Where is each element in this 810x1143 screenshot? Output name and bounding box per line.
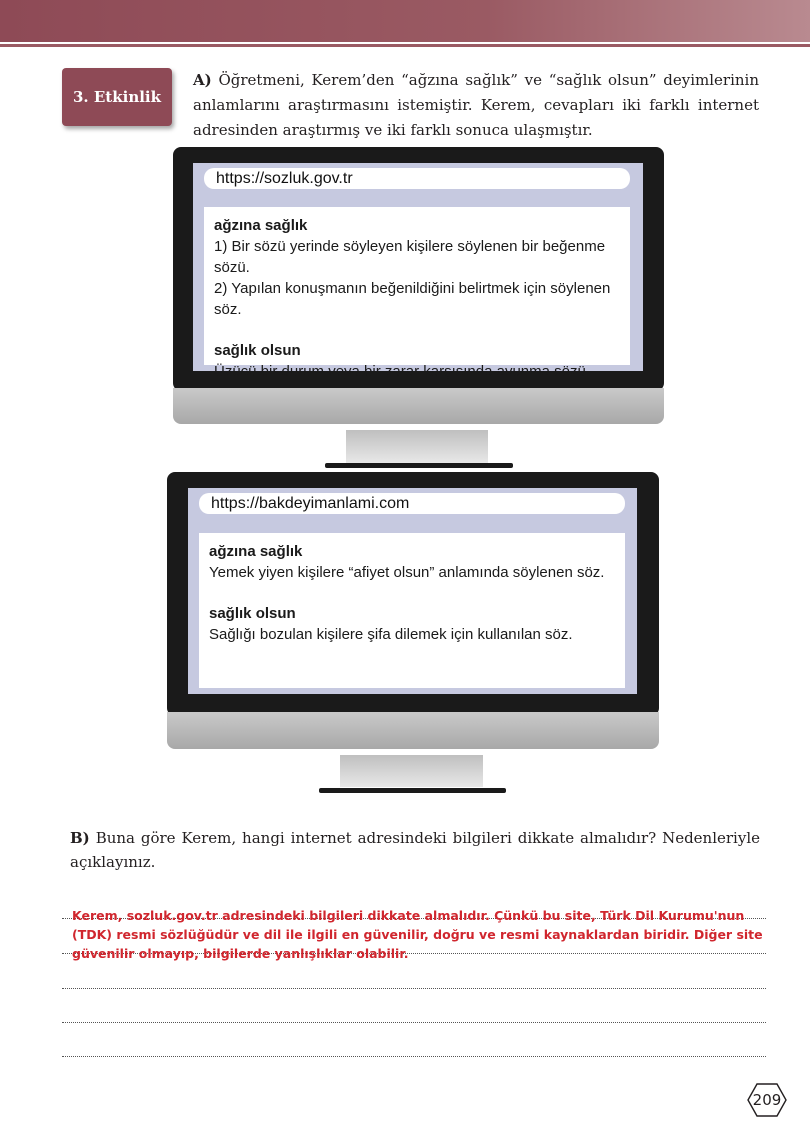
monitor-2-chin bbox=[167, 712, 659, 749]
part-a-marker: A) bbox=[193, 71, 212, 89]
page-number-badge bbox=[747, 1083, 787, 1117]
monitor-2-term-2: sağlık olsun bbox=[209, 605, 296, 622]
answer-line-3 bbox=[62, 988, 766, 989]
monitor-2-content bbox=[199, 533, 625, 688]
monitor-1-url-bar bbox=[204, 168, 630, 189]
activity-label: 3. Etkinlik bbox=[72, 88, 162, 106]
header-divider bbox=[0, 44, 810, 47]
answer-line-4 bbox=[62, 1022, 766, 1023]
monitor-1-term-1: ağzına sağlık bbox=[214, 217, 308, 234]
monitor-2-definition-1: Yemek yiyen kişilere “afiyet olsun” anlamında söylenen söz. bbox=[209, 564, 605, 581]
monitor-1-base bbox=[325, 463, 513, 468]
monitor-2-url: https://bakdeyimanlami.com bbox=[211, 495, 410, 512]
part-a-text: Öğretmeni, Kerem’den “ağzına sağlık” ve “sağlık olsun” deyimlerinin anlamlarını araştırmasını istemiştir. Kerem, cevapları iki farklı internet adresinden araştırmış ve iki farklı sonuca ulaşmıştır. bbox=[193, 71, 759, 139]
part-a-paragraph bbox=[193, 68, 759, 143]
monitor-2-base bbox=[319, 788, 506, 793]
monitor-1-content bbox=[204, 207, 630, 380]
monitor-2-term-1: ağzına sağlık bbox=[209, 543, 303, 560]
part-b-marker: B) bbox=[70, 829, 90, 847]
monitor-1-url: https://sozluk.gov.tr bbox=[216, 170, 353, 187]
header-band bbox=[0, 0, 810, 42]
part-b-question bbox=[70, 826, 760, 874]
part-b-text: Buna göre Kerem, hangi internet adresindeki bilgileri dikkate almalıdır? Nedenleriyle açıklayınız. bbox=[70, 829, 760, 871]
monitor-1-definition-1b: 2) Yapılan konuşmanın beğenildiğini belirtmek için söylenen söz. bbox=[214, 280, 611, 318]
activity-badge bbox=[62, 68, 172, 126]
monitor-2-definition-2: Sağlığı bozulan kişilere şifa dilemek için kullanılan söz. bbox=[209, 626, 573, 643]
monitor-2-url-bar bbox=[199, 493, 625, 514]
monitor-2-stand bbox=[340, 755, 483, 787]
monitor-1-stand bbox=[346, 430, 488, 463]
monitor-1-chin bbox=[173, 388, 664, 424]
monitor-1-definition-2: Üzücü bir durum veya bir zarar karşısında avunma sözü bbox=[214, 363, 586, 380]
monitor-1-definition-1a: 1) Bir sözü yerinde söyleyen kişilere söylenen bir beğenme sözü. bbox=[214, 238, 606, 276]
handwritten-answer: Kerem, sozluk.gov.tr adresindeki bilgileri dikkate almalıdır. Çünkü bu site, Türk Dil Kurumu'nun (TDK) resmi sözlüğüdür ve dil ile ilgili en güvenilir, doğru ve resmi kaynaklardan biridir. Diğer site güvenilir olmayıp, bilgilerde yanlışlıklar olabilir. bbox=[72, 908, 763, 961]
answer-line-5 bbox=[62, 1056, 766, 1057]
page-number: 209 bbox=[752, 1091, 782, 1109]
monitor-1-term-2: sağlık olsun bbox=[214, 342, 301, 359]
